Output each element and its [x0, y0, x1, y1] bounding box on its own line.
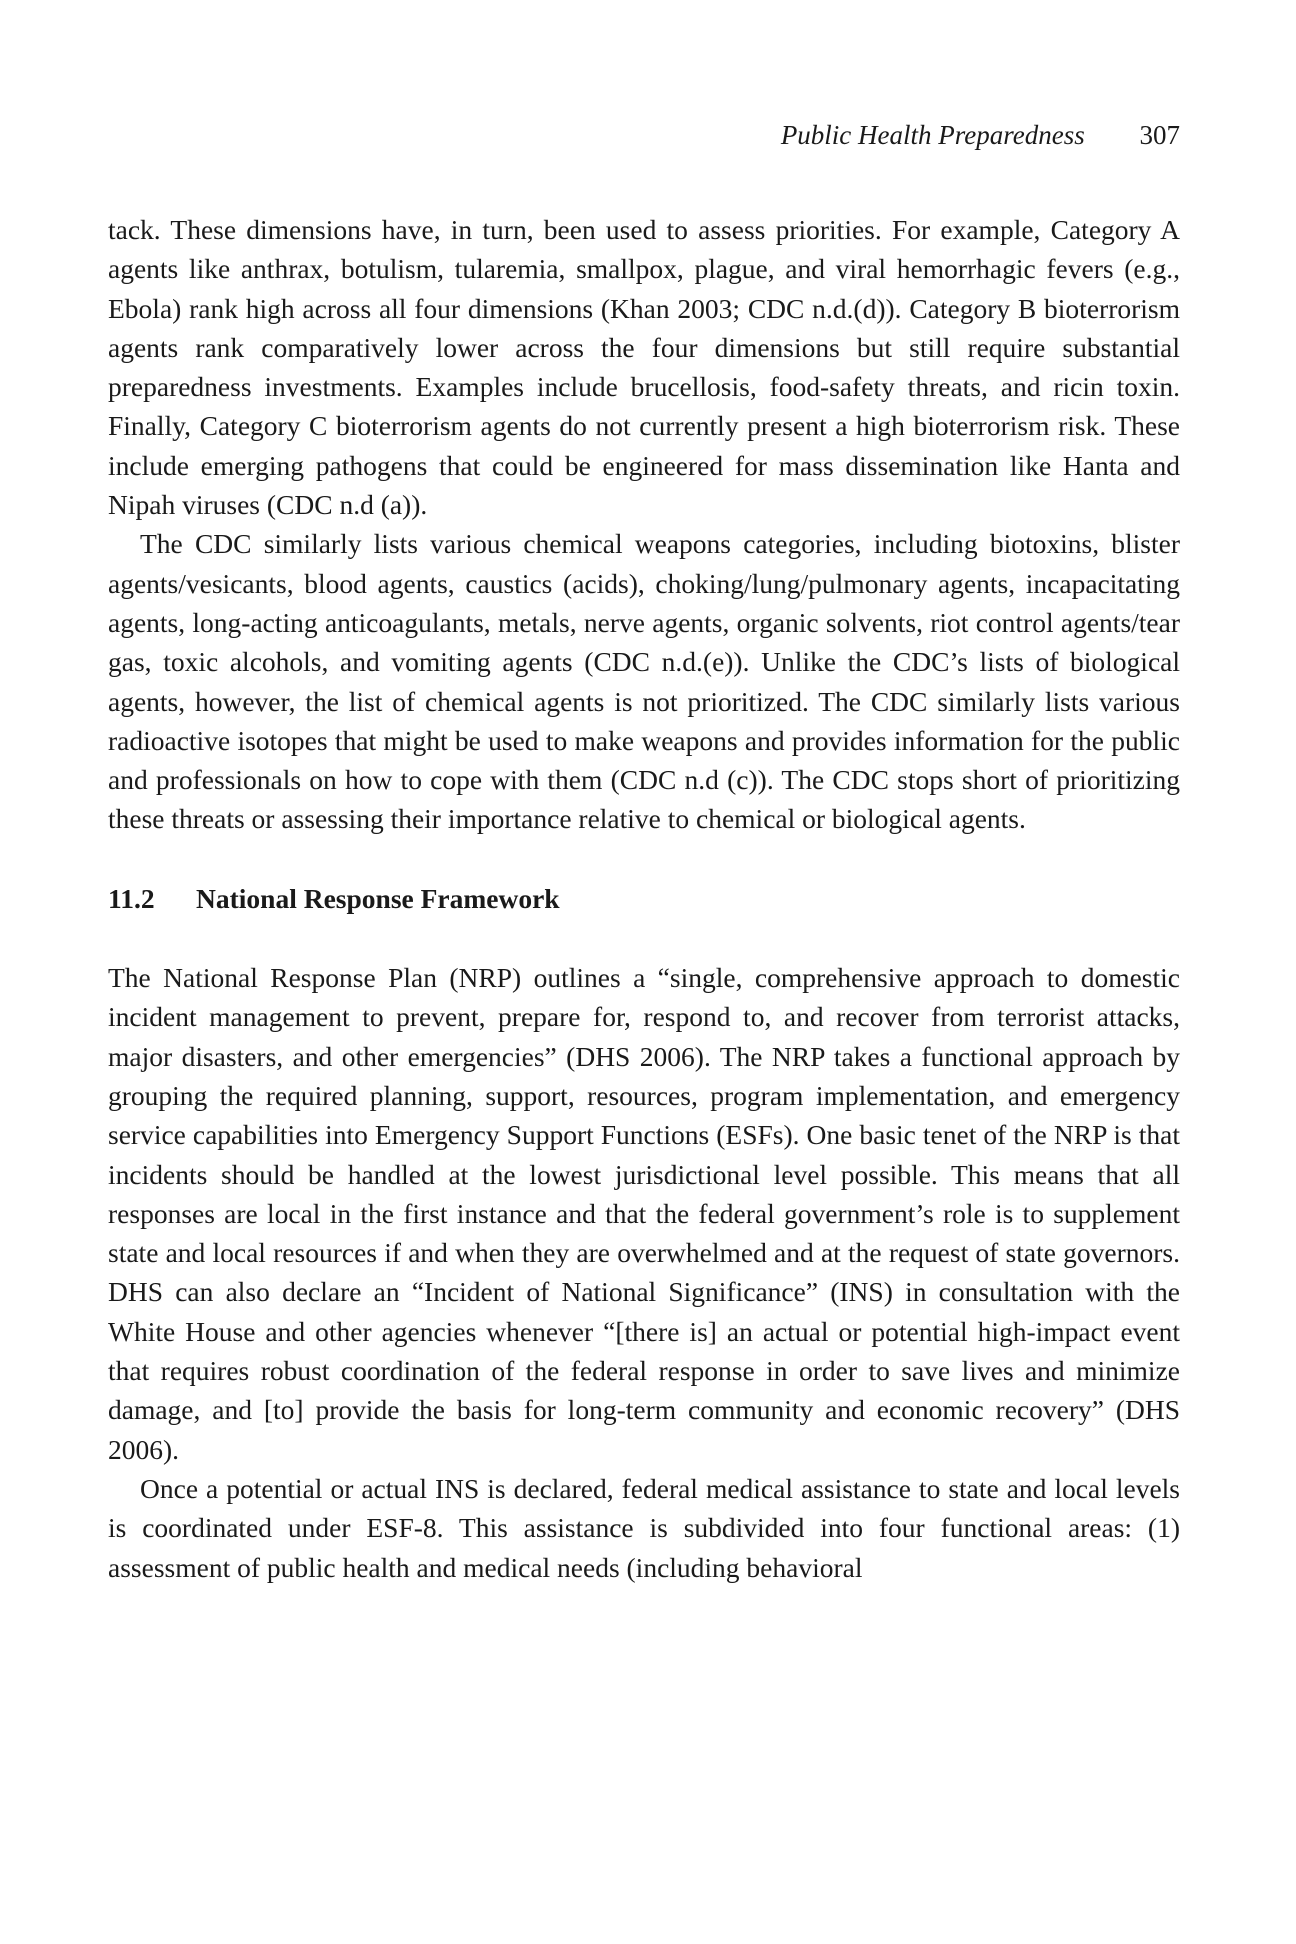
paragraph-continued: tack. These dimensions have, in turn, been used to assess priorities. For example, Category A agents like anthrax, botulism, tularemia, smallpox, plague, and viral hemorrhagic fevers (e.g., Ebola) rank high across all four dimensions (Khan 2003; CDC n.d.(d)). Category B bioterrorism agents rank comparatively lower across the four dimensions but still require substantial preparedness investments. Examples include brucellosis, food-safety threats, and ricin toxin. Finally, Category C bioterrorism agents do not currently present a high bioterrorism risk. These include emerging pathogens that could be engineered for mass dissemination like Hanta and Nipah viruses (CDC n.d (a)). [108, 214, 1180, 521]
running-head [781, 120, 1180, 151]
section-title: National Response Framework [196, 882, 560, 914]
paragraph: The National Response Plan (NRP) outlines a “single, comprehensive approach to domestic incident management to prevent, prepare for, respond to, and recover from terrorist attacks, major disasters, and other emergencies” (DHS 2006). The NRP takes a functional approach by grouping the required planning, support, resources, program implementation, and emergency service capabilities into Emergency Support Functions (ESFs). One basic tenet of the NRP is that incidents should be handled at the lowest jurisdictional level possible. This means that all responses are local in the first instance and that the federal government’s role is to supplement state and local resources if and when they are overwhelmed and at the request of state governors. DHS can also declare an “Incident of National Significance” (INS) in consultation with the White House and other agencies whenever “[there is] an actual or potential high-impact event that requires robust coordination of the federal response in order to save lives and minimize damage, and [to] provide the basis for long-term community and economic recovery” (DHS 2006). [108, 962, 1180, 1465]
body-text [108, 210, 1180, 1587]
paragraph: Once a potential or actual INS is declared, federal medical assistance to state and local levels is coordinated under ESF-8. This assistance is subdivided into four functional areas: (1) assessment of public health and medical needs (including behavioral [108, 1472, 1180, 1583]
paragraph: The CDC similarly lists various chemical weapons categories, including biotoxins, blister agents/vesicants, blood agents, caustics (acids), choking/lung/pulmonary agents, incapacitating agents, long-acting anticoagulants, metals, nerve agents, organic solvents, riot control agents/tear gas, toxic alcohols, and vomiting agents (CDC n.d.(e)). Unlike the CDC’s lists of biological agents, however, the list of chemical agents is not prioritized. The CDC similarly lists various radioactive isotopes that might be used to make weapons and provides information for the public and professionals on how to cope with them (CDC n.d (c)). The CDC stops short of prioritizing these threats or assessing their importance relative to chemical or biological agents. [108, 528, 1180, 835]
section-heading [108, 879, 1180, 918]
page-number: 307 [1139, 120, 1180, 150]
section-number: 11.2 [108, 882, 155, 914]
running-title: Public Health Preparedness [780, 120, 1085, 150]
